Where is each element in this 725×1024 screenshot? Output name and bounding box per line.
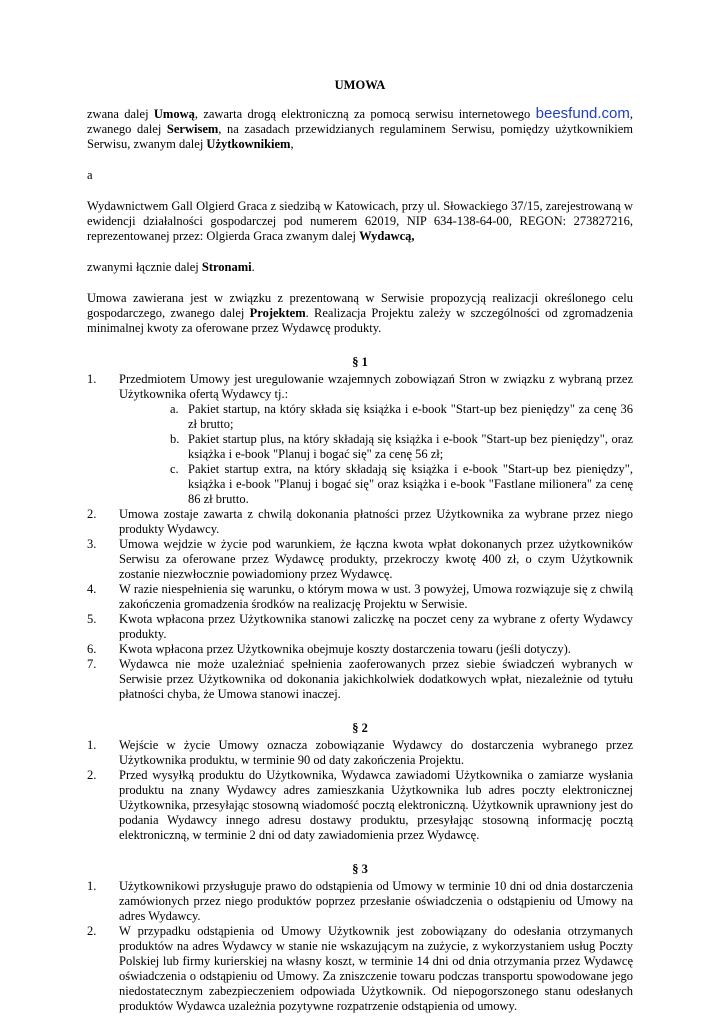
- section-2-list: [87, 738, 633, 843]
- item-number: 6.: [87, 642, 97, 656]
- publisher-bold-wydawca: Wydawcą,: [359, 229, 415, 243]
- list-item: [170, 462, 633, 507]
- list-item: [87, 642, 633, 657]
- item-text: Umowa wejdzie w życie pod warunkiem, że łączna kwota wpłat dokonanych przez użytkowników Serwisu za oferowane przez Wydawcę produkty, przekroczy kwotę 400 zł, o czym Użytkownik zostanie niezwłocznie powiadomiony przez Wydawcę.: [119, 537, 633, 581]
- parties-paragraph: [87, 260, 633, 275]
- document-title: UMOWA: [334, 78, 386, 92]
- list-item: [87, 768, 633, 843]
- parties-text: .: [251, 260, 255, 274]
- list-item: [87, 738, 633, 768]
- intro-bold-serwis: Serwisem: [166, 122, 219, 136]
- item-text: Kwota wpłacona przez Użytkownika obejmuje koszty dostarczenia towaru (jeśli dotyczy).: [119, 642, 571, 656]
- item-text: Pakiet startup, na który składa się książka i e-book "Start-up bez pieniędzy" za cenę 36 zł brutto;: [188, 402, 633, 431]
- item-number: 1.: [87, 738, 97, 752]
- section-1-list: [87, 372, 633, 702]
- item-number: 2.: [87, 507, 97, 521]
- list-item: [87, 582, 633, 612]
- item-letter: b.: [170, 432, 180, 446]
- list-item: [87, 612, 633, 642]
- project-text: . Realizacja Projektu zależy w szczególności od zgromadzenia minimalnej kwoty za oferowane przez Wydawcę produkty.: [87, 306, 633, 335]
- section-1-heading: § 1: [352, 355, 368, 369]
- item-text: Przedmiotem Umowy jest uregulowanie wzajemnych zobowiązań Stron w związku z wybraną przez Użytkownika ofertą Wydawcy tj.:: [119, 372, 633, 401]
- item-text: Pakiet startup extra, na który składają się książka i e-book "Start-up bez pieniędzy", książka i e-book "Planuj i bogać się" oraz książka i e-book "Fastlane milionera" za cenę 86 zł brutto.: [188, 462, 633, 506]
- intro-paragraph: [87, 106, 633, 152]
- project-paragraph: [87, 291, 633, 336]
- section-3-heading: § 3: [352, 862, 368, 876]
- list-item: [87, 924, 633, 1014]
- list-item: [87, 507, 633, 537]
- section-2-heading: § 2: [352, 721, 368, 735]
- list-item: [170, 432, 633, 462]
- parties-bold-strony: Stronami: [201, 260, 252, 274]
- intro-bold-uzytkownik: Użytkownikiem: [206, 137, 291, 151]
- item-text: Umowa zostaje zawarta z chwilą dokonania płatności przez Użytkownika za wybrane przez niego produkty Wydawcy.: [119, 507, 633, 536]
- section-3-list: [87, 879, 633, 1014]
- intro-text: , zwanego dalej: [87, 107, 634, 136]
- project-text: Umowa zawierana jest w związku z prezentowaną w Serwisie propozycją realizacji określonego celu gospodarczego, zwanego dalej: [87, 291, 633, 320]
- item-number: 3.: [87, 537, 97, 551]
- item-text: Pakiet startup plus, na który składają się książka i e-book "Start-up bez pieniędzy", oraz książka i e-book "Planuj i bogać się" za cenę 56 zł;: [188, 432, 633, 461]
- item-letter: c.: [170, 462, 179, 476]
- intro-text: , na zasadach przewidzianych regulaminem Serwisu, pomiędzy użytkownikiem Serwisu, zwanym dalej: [87, 122, 633, 151]
- conjunction-a: a: [87, 168, 93, 182]
- item-number: 2.: [87, 924, 97, 938]
- project-bold-projekt: Projektem: [249, 306, 306, 320]
- item-text: Przed wysyłką produktu do Użytkownika, Wydawca zawiadomi Użytkownika o zamiarze wysłania produktu na znany Wydawcy adres zamieszkania Użytkownika lub adres poczty elektronicznej Użytkownika, przesyłając stosowną wiadomość pocztą elektroniczną. Użytkownik uprawniony jest do podania Wydawcy innego adresu dostawy produktu, przesyłając stosowną informację pocztą elektroniczną, w terminie 2 dni od daty zawiadomienia przez Wydawcę.: [119, 768, 633, 842]
- item-text: Użytkownikowi przysługuje prawo do odstąpienia od Umowy w terminie 10 dni od dnia dostarczenia zamówionych przez niego produktów poprzez przesłanie oświadczenia o odstąpieniu od Umowy na adres Wydawcy.: [119, 879, 633, 923]
- list-item: [87, 879, 633, 924]
- item-text: W razie niespełnienia się warunku, o którym mowa w ust. 3 powyżej, Umowa rozwiązuje się z chwilą zakończenia gromadzenia środków na realizację Projektu w Serwisie.: [119, 582, 633, 611]
- list-item: [87, 657, 633, 702]
- publisher-text: Wydawnictwem Gall Olgierd Graca z siedzibą w Katowicach, przy ul. Słowackiego 37/15, zarejestrowaną w ewidencji działalności gospodarczej pod numerem 62019, NIP 634-138-64-00, REGON: 273827216, reprezentowanej przez: Olgierda Graca zwanym dalej: [87, 199, 633, 243]
- publisher-paragraph: [87, 199, 633, 244]
- beesfund-link[interactable]: beesfund.com: [535, 105, 630, 122]
- item-number: 4.: [87, 582, 97, 596]
- list-item: [87, 372, 633, 507]
- item-text: Wydawca nie może uzależniać spełnienia zaoferowanych przez siebie świadczeń wybranych w Serwisie przez Użytkownika od dokonania jakichkolwiek dodatkowych wpłat, niezależnie od tytułu płatności chyba, że Umowa stanowi inaczej.: [119, 657, 633, 701]
- package-list: [119, 402, 633, 507]
- intro-text: zwana dalej: [87, 107, 154, 121]
- item-number: 1.: [87, 879, 97, 893]
- list-item: [87, 537, 633, 582]
- intro-text: ,: [290, 137, 294, 151]
- item-text: Wejście w życie Umowy oznacza zobowiązanie Wydawcy do dostarczenia wybranego przez Użytkownika produktu, w terminie 90 od daty zakończenia Projektu.: [119, 738, 633, 767]
- parties-text: zwanymi łącznie dalej: [87, 260, 202, 274]
- list-item: [170, 402, 633, 432]
- item-number: 5.: [87, 612, 97, 626]
- item-number: 7.: [87, 657, 97, 671]
- item-letter: a.: [170, 402, 179, 416]
- intro-text: , zawarta drogą elektroniczną za pomocą serwisu internetowego: [194, 107, 536, 121]
- item-text: Kwota wpłacona przez Użytkownika stanowi zaliczkę na poczet ceny za wybrane z oferty Wydawcy produkty.: [119, 612, 633, 641]
- item-number: 1.: [87, 372, 97, 386]
- item-number: 2.: [87, 768, 97, 782]
- item-text: W przypadku odstąpienia od Umowy Użytkownik jest zobowiązany do odesłania otrzymanych produktów na adres Wydawcy w stanie nie wskazującym na zużycie, z wykorzystaniem usług Poczty Polskiej lub firmy kurierskiej na własny koszt, w terminie 14 dni od dnia otrzymania przez Wydawcę oświadczenia o odstąpieniu od Umowy. Za zniszczenie towaru podczas transportu spowodowane jego niedostatecznym zabezpieczeniem odpowiada Użytkownik. Od niepogorszonego stanu odesłanych produktów Wydawca uzależnia pozytywne rozpatrzenie odstąpienia od umowy.: [119, 924, 633, 1013]
- intro-bold-umowa: Umową: [153, 107, 195, 121]
